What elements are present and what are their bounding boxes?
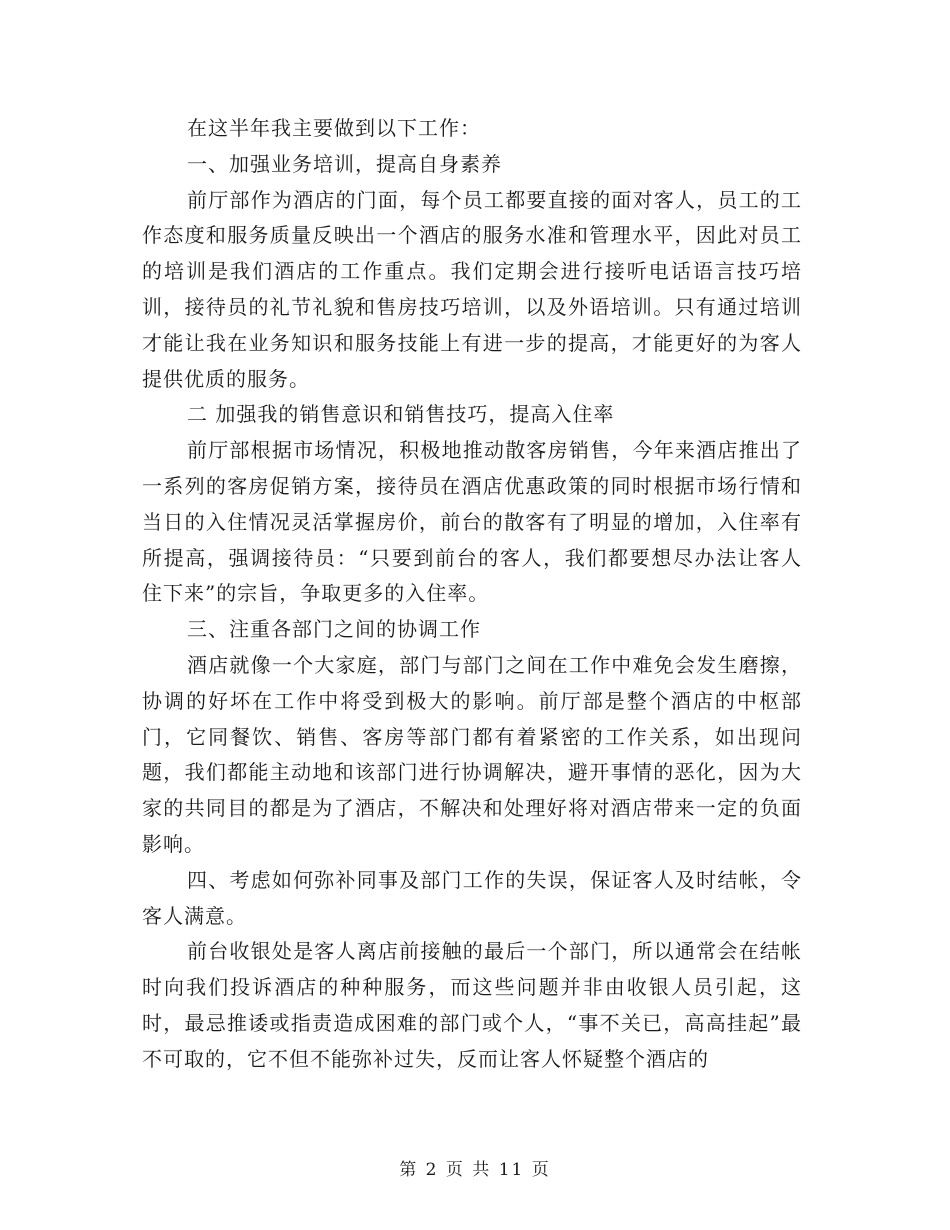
body-paragraph-1: 前厅部作为酒店的门面，每个员工都要直接的面对客人，员工的工作态度和服务质量反映出一个酒店的服务水准和管理水平，因此对员工的培训是我们酒店的工作重点。我们定期会进行接听电话语言技巧培训，接待员的礼节礼貌和售房技巧培训，以及外语培训。只有通过培训才能让我在业务知识和服务技能上有进一步的提高，才能更好的为客人提供优质的服务。 [142, 187, 802, 391]
document-body [142, 111, 802, 1078]
section-heading-4: 四、考虑如何弥补同事及部门工作的失误，保证客人及时结帐，令客人满意。 [142, 867, 802, 928]
page-number-label: 第 2 页 共 11 页 [399, 1160, 551, 1180]
section-heading-1: 一、加强业务培训，提高自身素养 [187, 151, 502, 176]
section-heading-2: 二 加强我的销售意识和销售技巧，提高入住率 [187, 402, 615, 427]
body-paragraph-3: 酒店就像一个大家庭，部门与部门之间在工作中难免会发生磨擦，协调的好坏在工作中将受到极大的影响。前厅部是整个酒店的中枢部门，它同餐饮、销售、客房等部门都有着紧密的工作关系，如出现问题，我们都能主动地和该部门进行协调解决，避开事情的恶化，因为大家的共同目的都是为了酒店，不解决和处理好将对酒店带来一定的负面影响。 [142, 652, 802, 856]
page-footer [0, 1155, 950, 1180]
body-paragraph-2: 前厅部根据市场情况，积极地推动散客房销售，今年来酒店推出了一系列的客房促销方案，接待员在酒店优惠政策的同时根据市场行情和当日的入住情况灵活掌握房价，前台的散客有了明显的增加，入住率有所提高，强调接待员：“只要到前台的客人，我们都要想尽办法让客人住下来”的宗旨，争取更多的入住率。 [142, 438, 802, 606]
intro-paragraph: 在这半年我主要做到以下工作： [187, 116, 481, 140]
section-heading-3: 三、注重各部门之间的协调工作 [187, 617, 481, 642]
body-paragraph-4: 前台收银处是客人离店前接触的最后一个部门，所以通常会在结帐时向我们投诉酒店的种种服务，而这些问题并非由收银人员引起，这时，最忌推诿或指责造成困难的部门或个人，“事不关已，高高挂起”最不可取的，它不但不能弥补过失，反而让客人怀疑整个酒店的 [142, 939, 802, 1071]
